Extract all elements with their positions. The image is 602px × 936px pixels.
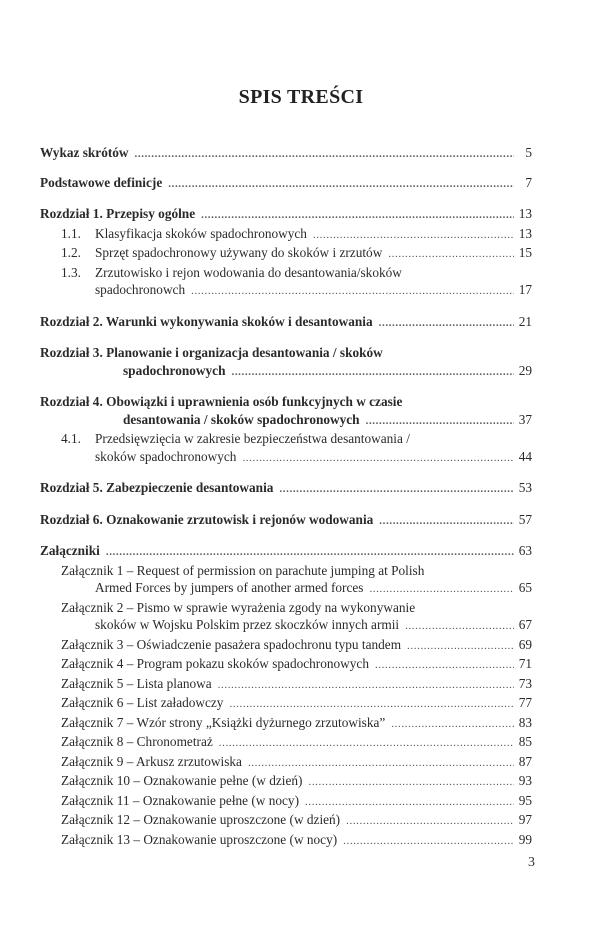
toc-label: Załącznik 11 – Oznakowanie pełne (w nocy) [61, 792, 300, 808]
dot-leader [366, 413, 514, 431]
toc-page: 93 [518, 773, 532, 788]
toc-label: Załączniki [40, 543, 100, 558]
toc-page: 13 [518, 206, 532, 221]
toc-label: Załącznik 10 – Oznakowanie pełne (w dzień) [61, 773, 303, 788]
toc-page: 5 [525, 145, 532, 160]
toc-label-line2: skoków w Wojsku Polskim przez skoczków innych armii [95, 617, 400, 632]
toc-page: 73 [518, 675, 532, 691]
toc-page: 44 [518, 448, 532, 464]
toc-page: 15 [518, 245, 532, 260]
toc-entry-attachment-11[interactable] [40, 792, 532, 812]
dot-leader [229, 696, 514, 714]
toc-entry-attachment-7[interactable] [40, 714, 532, 734]
toc-entry-section-1-3[interactable] [40, 264, 532, 301]
toc-label: Załącznik 13 – Oznakowanie uproszczone (w nocy) [61, 831, 338, 847]
toc-page: 53 [518, 480, 532, 495]
dot-leader [242, 450, 514, 468]
page-title: SPIS TREŚCI [238, 86, 364, 108]
toc-page: 83 [518, 714, 532, 730]
dot-leader [407, 638, 514, 656]
toc-page: 99 [518, 831, 532, 847]
dot-leader [313, 227, 514, 245]
toc-label-line1: Rozdział 3. Planowanie i organizacja desantowania / skoków [40, 345, 383, 360]
toc-page: 21 [518, 313, 532, 329]
dot-leader [346, 813, 514, 831]
dot-leader [218, 677, 514, 695]
dot-leader [379, 513, 514, 531]
toc-entry-wykaz[interactable] [40, 144, 532, 164]
toc-entry-chapter-5[interactable] [40, 479, 532, 499]
toc-label: Załącznik 7 – Wzór strony „Książki dyżurnego zrzutowiska” [61, 714, 386, 730]
toc-page: 13 [518, 225, 532, 241]
toc-label: Załącznik 8 – Chronometraż [61, 734, 213, 749]
toc-label-line2: Armed Forces by jumpers of another armed forces [95, 580, 364, 595]
dot-leader [219, 735, 514, 753]
toc-entry-attachment-13[interactable] [40, 831, 532, 851]
toc-entry-section-1-2[interactable] [40, 244, 532, 264]
dot-leader [201, 207, 514, 225]
toc-page: 95 [518, 792, 532, 808]
toc-entry-attachments[interactable] [40, 542, 532, 562]
toc-page: 63 [518, 543, 532, 558]
toc-label: Załącznik 6 – List załadowczy [61, 695, 224, 710]
section-number: 1.2. [61, 245, 81, 260]
toc-label: Wykaz skrótów [40, 145, 129, 160]
toc-page: 65 [518, 580, 532, 595]
toc-label: Załącznik 4 – Program pokazu skoków spadochronowych [61, 656, 369, 671]
toc-page: 17 [518, 282, 532, 297]
toc-page: 7 [525, 174, 532, 190]
toc-entry-attachment-3[interactable] [40, 636, 532, 656]
dot-leader [135, 146, 514, 164]
toc-label-line1: Przedsięwzięcia w zakresie bezpieczeństwa desantowania / [95, 431, 410, 446]
toc-page: 87 [518, 753, 532, 769]
dot-leader [343, 833, 514, 851]
toc-label-line2: skoków spadochronowych [95, 448, 237, 464]
toc-label-line1: Załącznik 1 – Request of permission on parachute jumping at Polish [61, 562, 425, 578]
toc-page: 67 [518, 617, 532, 632]
toc-entry-chapter-3[interactable] [40, 344, 532, 381]
toc-page: 97 [518, 812, 532, 827]
toc-label: Załącznik 9 – Arkusz zrzutowiska [61, 753, 242, 769]
toc-label-line2: spadochronowch [95, 282, 186, 297]
dot-leader [388, 246, 514, 264]
section-number: 1.1. [61, 225, 81, 241]
toc-entry-attachment-5[interactable] [40, 675, 532, 695]
toc-label-line1: Rozdział 4. Obowiązki i uprawnienia osób funkcyjnych w czasie [40, 394, 403, 409]
toc-entry-attachment-10[interactable] [40, 772, 532, 792]
toc-label: Załącznik 5 – Lista planowa [61, 675, 212, 691]
toc-entry-attachment-9[interactable] [40, 753, 532, 773]
section-number: 4.1. [61, 431, 81, 446]
toc-entry-attachment-6[interactable] [40, 694, 532, 714]
toc-label: Klasyfikacja skoków spadochronowych [95, 225, 307, 241]
toc-label-line2: spadochronowych [123, 362, 226, 378]
toc-label: Załącznik 12 – Oznakowanie uproszczone (w dzień) [61, 812, 341, 827]
dot-leader [308, 774, 514, 792]
page-number: 3 [528, 855, 535, 870]
toc-page: 77 [518, 695, 532, 710]
toc-entry-attachment-1[interactable] [40, 562, 532, 599]
toc-entry-attachment-8[interactable] [40, 733, 532, 753]
toc-label: Rozdział 6. Oznakowanie zrzutowisk i rejonów wodowania [40, 511, 374, 527]
dot-leader [168, 176, 514, 194]
toc-label: Sprzęt spadochronowy używany do skoków i zrzutów [95, 245, 383, 260]
toc-entry-chapter-6[interactable] [40, 511, 532, 531]
toc-entry-section-4-1[interactable] [40, 430, 532, 467]
toc-label: Rozdział 1. Przepisy ogólne [40, 206, 196, 221]
dot-leader [106, 544, 514, 562]
toc-entry-attachment-4[interactable] [40, 655, 532, 675]
toc-page: 85 [518, 734, 532, 749]
dot-leader [391, 716, 514, 734]
dot-leader [369, 581, 514, 599]
toc-entry-section-1-1[interactable] [40, 225, 532, 245]
toc-entry-chapter-4[interactable] [40, 393, 532, 430]
toc-entry-definicje[interactable] [40, 174, 532, 194]
dot-leader [405, 618, 514, 636]
toc-label: Rozdział 2. Warunki wykonywania skoków i desantowania [40, 313, 373, 329]
toc-label-line1: Załącznik 2 – Pismo w sprawie wyrażenia zgody na wykonywanie [61, 599, 416, 615]
toc-entry-attachment-12[interactable] [40, 811, 532, 831]
toc-entry-chapter-1[interactable] [40, 205, 532, 225]
dot-leader [279, 481, 514, 499]
toc-label: Załącznik 3 – Oświadczenie pasażera spadochronu typu tandem [61, 636, 402, 652]
dot-leader [375, 657, 514, 675]
dot-leader [191, 283, 514, 301]
section-number: 1.3. [61, 264, 81, 280]
toc-entry-chapter-2[interactable] [40, 313, 532, 333]
dot-leader [305, 794, 514, 812]
toc-page: 69 [518, 636, 532, 652]
toc-label: Rozdział 5. Zabezpieczenie desantowania [40, 480, 274, 495]
toc-entry-attachment-2[interactable] [40, 599, 532, 636]
dot-leader [248, 755, 514, 773]
dot-leader [379, 315, 514, 333]
toc-page: 57 [518, 511, 532, 527]
dot-leader [231, 364, 514, 382]
toc-label-line2: desantowania / skoków spadochronowych [123, 411, 360, 427]
toc-label-line1: Zrzutowisko i rejon wodowania do desantowania/skoków [95, 264, 402, 280]
toc-page: 37 [518, 411, 532, 427]
toc-label: Podstawowe definicje [40, 174, 163, 190]
toc-page: 71 [518, 656, 532, 671]
toc-page: 29 [518, 362, 532, 378]
table-of-contents [40, 144, 532, 850]
